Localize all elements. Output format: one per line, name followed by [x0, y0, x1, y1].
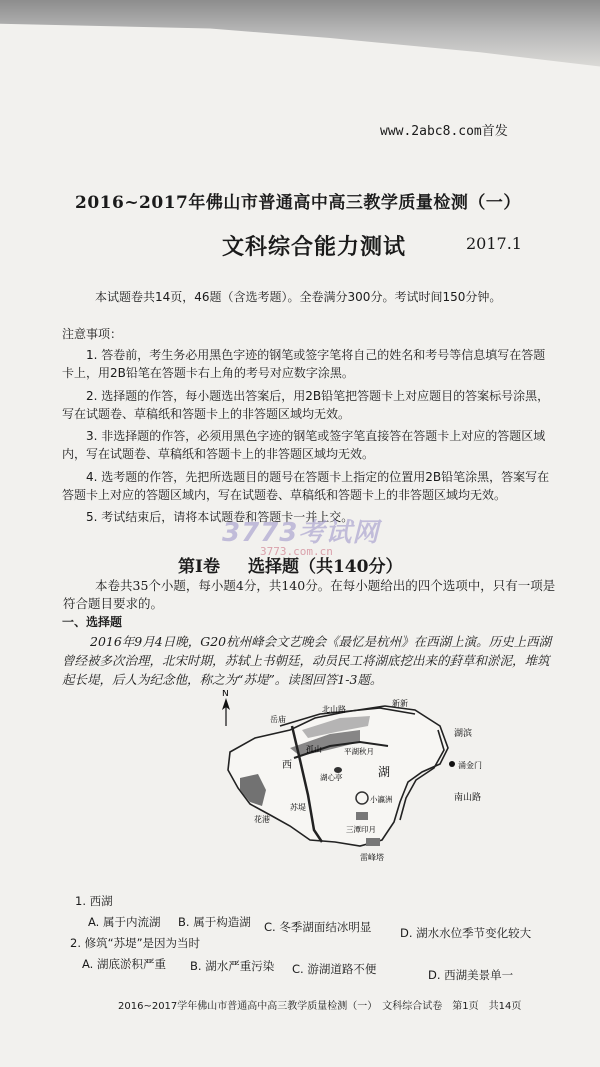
section-description [63, 577, 565, 613]
map-label-yongjin: 涌金门 [458, 761, 482, 770]
notice-item: 2. 选择题的作答，每小题选出答案后，用2B铅笔把答题卡上对应题目的答案标号涂黑，写在试题卷、草稿纸和答题卡上的非答题区域均无效。 [62, 388, 550, 421]
map-label-ping: 平湖秋月 [344, 747, 374, 756]
map-label-sudi: 苏堤 [290, 803, 306, 812]
yongjin-marker [449, 761, 455, 767]
exam-subject: 文科综合能力测试 [222, 234, 407, 260]
notice-item: 5. 考试结束后，请将本试题卷和答题卡一并上交。 [86, 510, 354, 525]
map-label-hubin: 湖滨 [454, 729, 473, 739]
notice-item: 1. 答卷前，考生务必用黑色字迹的钢笔或签字笔将自己的姓名和考号等信息填写在答题卡上，用2B铅笔在答题卡右上角的考号对应数字涂黑。 [62, 348, 546, 381]
question-1-option-c: C. 冬季湖面结冰明显 [264, 920, 372, 934]
section-label: 第Ⅰ卷 [178, 557, 220, 577]
question-2-stem: 2. 修筑“苏堤”是因为当时 [70, 936, 201, 950]
north-label: N [222, 690, 229, 699]
map-label-xi: 西 [282, 760, 292, 771]
map-label-leifeng: 雷峰塔 [360, 853, 384, 862]
question-1-option-a: A. 属于内流湖 [88, 915, 161, 929]
map-label-hu: 湖 [378, 765, 391, 779]
map-label-santan: 三潭印月 [346, 825, 376, 834]
scan-shadow [0, 0, 600, 95]
question-1-option-d: D. 湖水水位季节变化较大 [400, 926, 532, 940]
map-label-beishan: 北山路 [322, 705, 346, 714]
passage-line: 2016年9月4日晚，G20杭州峰会文艺晚会《最忆是杭州》在西湖上演。历史上西湖 [90, 634, 552, 649]
exam-intro: 本试题卷共14页，46题（含选考题）。全卷满分300分。考试时间150分钟。 [95, 290, 502, 304]
map-label-xiaoying: 小瀛洲 [370, 795, 393, 804]
page-footer: 2016~2017学年佛山市普通高中高三教学质量检测（一） 文科综合试卷 第1页 共14页 [118, 1001, 522, 1012]
reading-passage [62, 632, 562, 689]
notice-heading: 注意事项： [62, 327, 123, 341]
north-arrow-icon [222, 698, 230, 726]
map-label-huagang: 花港 [254, 815, 270, 824]
notice-item: 3. 非选择题的作答，必须用黑色字迹的钢笔或签字笔直接答在答题卡上对应的答题区域内，写在试题卷、草稿纸和答题卡上的非答题区域均无效。 [62, 429, 546, 462]
question-1-stem: 1. 西湖 [75, 894, 113, 908]
santan-marker [356, 812, 368, 820]
exam-title: 2016~2017年佛山市普通高中高三教学质量检测（一） [75, 193, 521, 213]
map-label-huxin: 湖心亭 [320, 773, 343, 782]
section-desc-line: 本卷共35个小题，每小题4分，共140分。在每小题给出的四个选项中，只有一项是 [95, 578, 556, 593]
brand-watermark: 3773考试网 [222, 518, 380, 548]
brand-url-watermark: 3773.com.cn [260, 545, 333, 558]
passage-line: 曾经被多次治理，北宋时期，苏轼上书朝廷，动员民工将湖底挖出来的葑草和淤泥，堆筑 [62, 653, 550, 668]
question-1-option-b: B. 属于构造湖 [178, 915, 251, 929]
question-2-option-c: C. 游湖道路不便 [292, 962, 377, 976]
section-title [178, 552, 402, 577]
sub-heading: 一、选择题 [62, 615, 123, 629]
notice-item: 4. 选考题的作答，先把所选题目的题号在答题卡上指定的位置用2B铅笔涂黑，答案写在答题卡上对应的答题区域内，写在试题卷、草稿纸和答题卡上的非答题区域均无效。 [62, 469, 550, 503]
map-label-gushan: 孤山 [306, 745, 322, 754]
section-name: 选择题（共140分） [247, 557, 403, 577]
passage-line: 起长堤，后人为纪念他，称之为“苏堤”。读图回答1-3题。 [62, 672, 383, 687]
question-2-option-d: D. 西湖美景单一 [428, 968, 514, 982]
question-2-option-a: A. 湖底淤积严重 [82, 957, 166, 971]
map-label-xinxin: 新新 [392, 699, 408, 708]
section-desc-line: 符合题目要求的。 [63, 596, 164, 611]
map-label-nanshan: 南山路 [454, 793, 482, 803]
leifeng-marker [366, 838, 380, 846]
notice-list [62, 346, 557, 531]
west-lake-map [210, 690, 550, 875]
map-label-yuemiao: 岳庙 [270, 715, 286, 724]
exam-date: 2017.1 [466, 234, 522, 253]
site-watermark: www.2abc8.com首发 [380, 124, 508, 139]
question-2-option-b: B. 湖水严重污染 [190, 959, 275, 973]
